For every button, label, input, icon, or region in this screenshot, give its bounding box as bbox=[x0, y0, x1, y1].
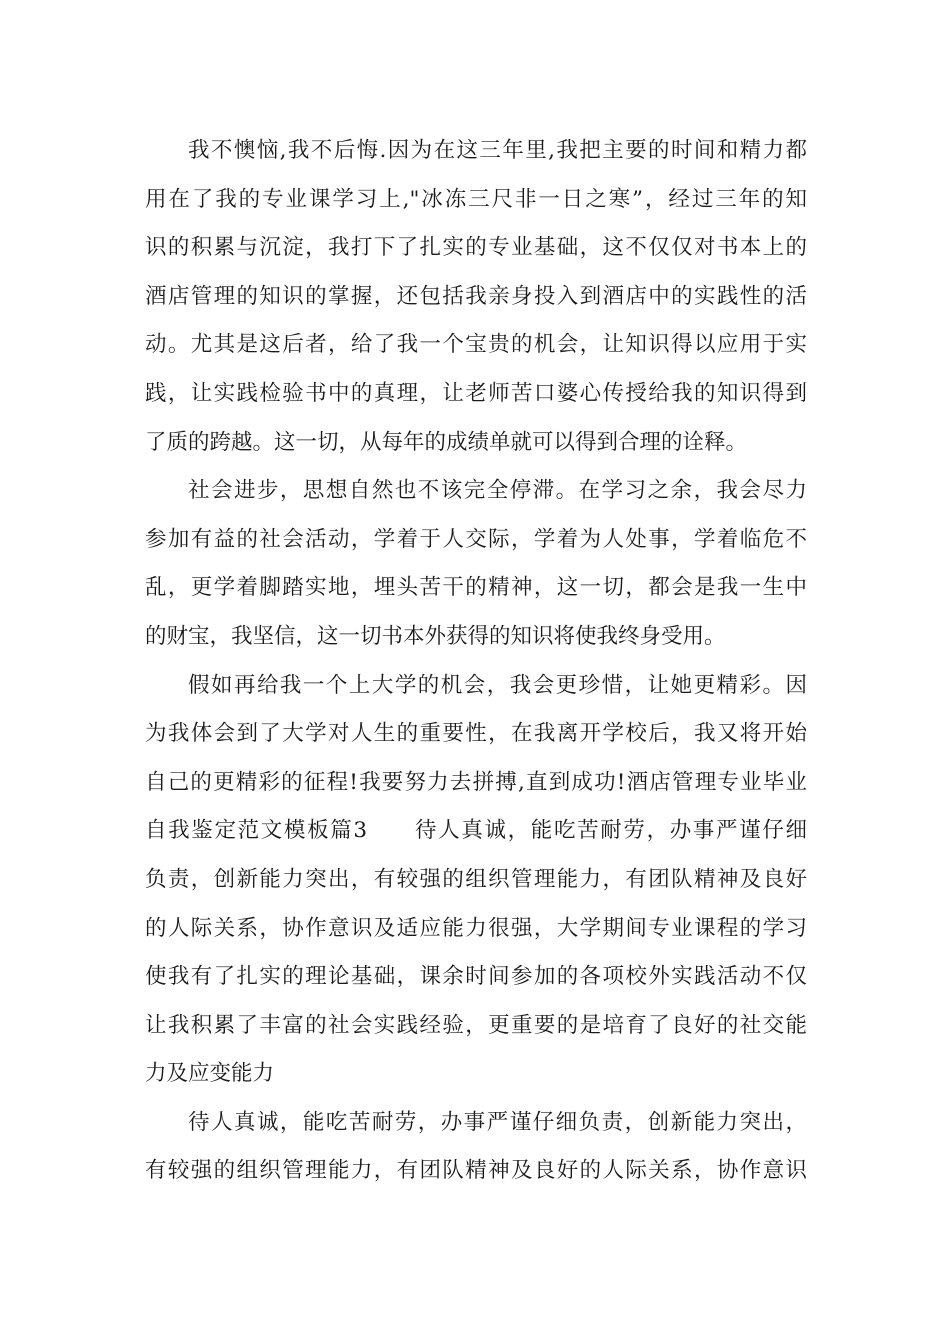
text-line: 参加有益的社会活动，学着于人交际，学着为人处事，学着临危不 bbox=[145, 526, 807, 552]
text-line: 有较强的组织管理能力，有团队精神及良好的人际关系，协作意识 bbox=[145, 1158, 807, 1184]
text-line: 酒店管理的知识的掌握，还包括我亲身投入到酒店中的实践性的活 bbox=[145, 283, 807, 309]
text-line: 假如再给我一个上大学的机会，我会更珍惜，让她更精彩。因 bbox=[188, 672, 807, 698]
body-text bbox=[145, 127, 807, 1196]
text-line: 力及应变能力 bbox=[145, 1061, 275, 1087]
text-line: 自己的更精彩的征程!我要努力去拼搏,直到成功!酒店管理专业毕业 bbox=[145, 769, 807, 795]
text-line: 让我积累了丰富的社会实践经验，更重要的是培育了良好的社交能 bbox=[145, 1012, 807, 1038]
text-line: 践，让实践检验书中的真理，让老师苦口婆心传授给我的知识得到 bbox=[145, 380, 807, 406]
text-line: 的财宝，我坚信，这一切书本外获得的知识将使我终身受用。 bbox=[145, 623, 726, 649]
text-line: 的人际关系，协作意识及适应能力很强，大学期间专业课程的学习 bbox=[145, 915, 807, 941]
text-line: 我不懊恼,我不后悔.因为在这三年里,我把主要的时间和精力都 bbox=[188, 138, 807, 163]
text-line: 待人真诚，能吃苦耐劳，办事严谨仔细负责，创新能力突出， bbox=[188, 1109, 807, 1135]
text-line: 负责，创新能力突出，有较强的组织管理能力，有团队精神及良好 bbox=[145, 866, 807, 892]
text-line: 社会进步，思想自然也不该完全停滞。在学习之余，我会尽力 bbox=[188, 478, 807, 504]
text-line: 自我鉴定范文模板篇3 待人真诚，能吃苦耐劳，办事严谨仔细 bbox=[145, 818, 807, 844]
text-line: 用在了我的专业课学习上,"冰冻三尺非一日之寒”，经过三年的知 bbox=[145, 186, 807, 212]
text-line: 为我体会到了大学对人生的重要性，在我离开学校后，我又将开始 bbox=[145, 721, 807, 747]
text-line: 乱，更学着脚踏实地，埋头苦干的精神，这一切，都会是我一生中 bbox=[145, 575, 807, 601]
text-line: 识的积累与沉淀，我打下了扎实的专业基础，这不仅仅对书本上的 bbox=[145, 235, 807, 261]
text-line: 了质的跨越。这一切，从每年的成绩单就可以得到合理的诠释。 bbox=[145, 429, 748, 455]
text-line: 使我有了扎实的理论基础，课余时间参加的各项校外实践活动不仅 bbox=[145, 964, 807, 990]
text-line: 动。尤其是这后者，给了我一个宝贵的机会，让知识得以应用于实 bbox=[145, 332, 807, 358]
